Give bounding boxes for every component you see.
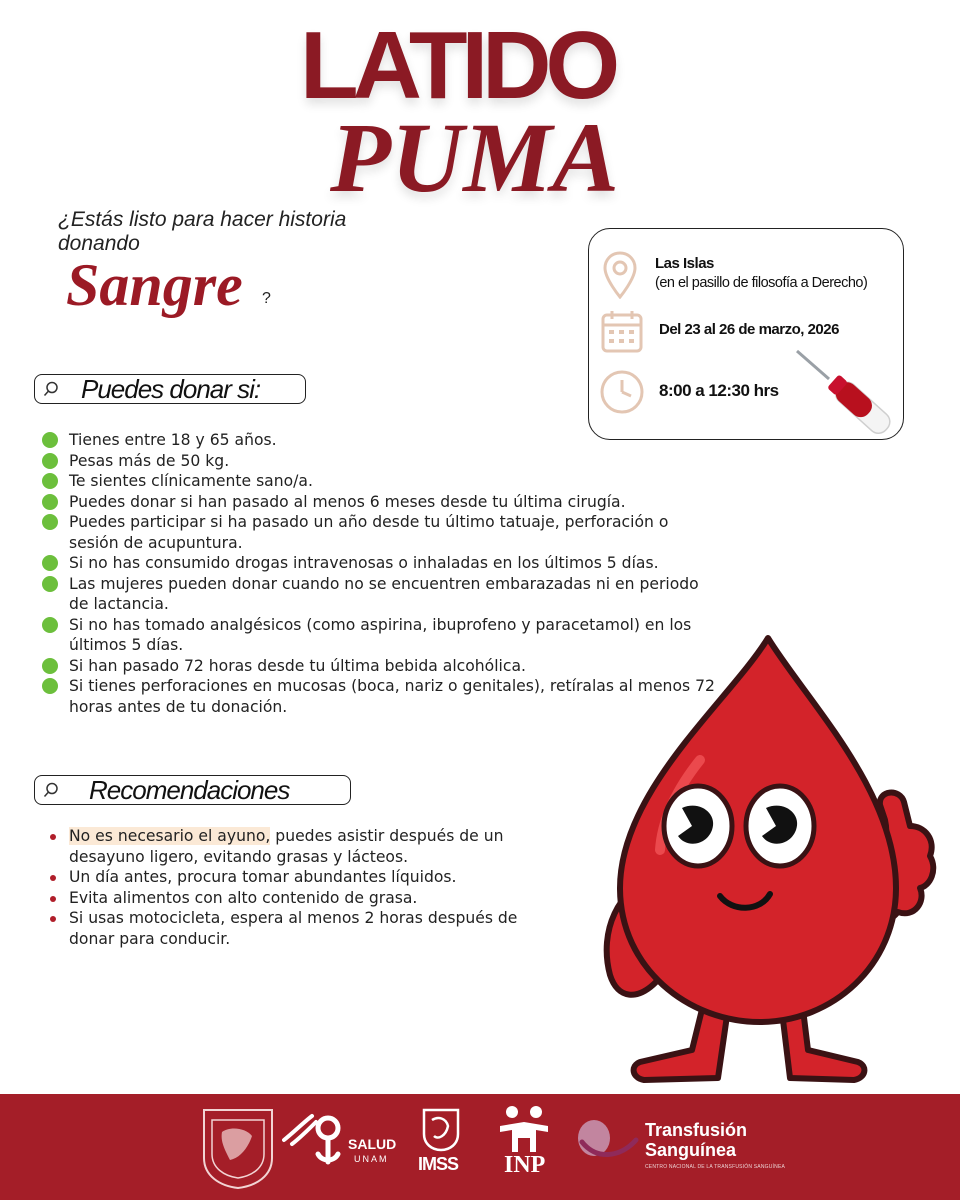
transfusion-logo-line-2: Sanguínea (645, 1140, 737, 1160)
check-icon (42, 617, 58, 633)
calendar-icon (601, 309, 643, 353)
location-pin-icon (603, 251, 637, 299)
transfusion-logo-subtext: CENTRO NACIONAL DE LA TRANSFUSIÓN SANGUÍNEA (645, 1164, 786, 1170)
requirements-heading-box (34, 374, 306, 404)
highlighted-text: No es necesario el ayuno, (69, 827, 271, 845)
title-line-2: PUMA (330, 102, 619, 213)
imss-logo-text: IMSS (418, 1154, 459, 1174)
bullet-icon (50, 875, 56, 881)
check-icon (42, 473, 58, 489)
search-icon (43, 381, 59, 397)
inp-logo-text: INP (504, 1152, 546, 1178)
check-icon (42, 678, 58, 694)
imss-logo (418, 1108, 464, 1152)
list-item: Si no has consumido drogas intravenosas o inhaladas en los últimos 5 días. (42, 553, 722, 574)
salud-logo-subtext: UNAM (354, 1154, 389, 1164)
list-item: No es necesario el ayuno, puedes asistir después de un desayuno ligero, evitando grasas y lácteos. (42, 826, 542, 867)
list-item: Evita alimentos con alto contenido de grasa. (42, 888, 542, 909)
list-item: Puedes donar si han pasado al menos 6 meses desde tu última cirugía. (42, 492, 722, 513)
list-item: Tienes entre 18 y 65 años. (42, 430, 722, 451)
list-item: Te sientes clínicamente sano/a. (42, 471, 722, 492)
check-icon (42, 432, 58, 448)
check-icon (42, 514, 58, 530)
recommendations-list (42, 826, 542, 949)
list-item: Si han pasado 72 horas desde tu última bebida alcohólica. (42, 656, 722, 677)
check-icon (42, 658, 58, 674)
transfusion-logo-icon (572, 1114, 640, 1164)
check-icon (42, 576, 58, 592)
check-icon (42, 555, 58, 571)
location-detail: (en el pasillo de filosofía a Derecho) (655, 275, 868, 291)
event-hours: 8:00 a 12:30 hrs (659, 381, 779, 400)
recommendations-heading-box (34, 775, 351, 805)
bullet-icon (50, 896, 56, 902)
clock-icon (599, 369, 645, 415)
transfusion-logo-line-1: Transfusión (645, 1120, 748, 1140)
salud-logo-text: SALUD (348, 1136, 397, 1152)
list-item: Las mujeres pueden donar cuando no se encuentren embarazadas ni en periodo de lactancia. (42, 574, 722, 615)
event-dates: Del 23 al 26 de marzo, 2026 (659, 321, 839, 338)
event-info-card (588, 228, 904, 440)
intro-question-mark: ? (262, 290, 271, 307)
list-item: Puedes participar si ha pasado un año desde tu último tatuaje, perforación o sesión de acupuntura. (42, 512, 722, 553)
bullet-icon (50, 834, 56, 840)
check-icon (42, 453, 58, 469)
list-item: Un día antes, procura tomar abundantes líquidos. (42, 867, 542, 888)
bullet-icon (50, 916, 56, 922)
location-name: Las Islas (655, 255, 714, 272)
intro-question: ¿Estás listo para hacer historia donando (58, 208, 347, 255)
list-item: Pesas más de 50 kg. (42, 451, 722, 472)
intro-highlight-word: Sangre (66, 252, 243, 318)
recommendations-heading: Recomendaciones (89, 775, 290, 805)
unam-crest-logo (200, 1106, 276, 1190)
list-item: Si no has tomado analgésicos (como aspirina, ibuprofeno y paracetamol) en los últimos 5 días. (42, 615, 722, 656)
inp-logo (494, 1104, 554, 1154)
list-item: Si usas motocicleta, espera al menos 2 horas después de donar para conducir. (42, 908, 542, 949)
title-line-1: LATIDO (300, 12, 615, 119)
blood-tube-icon (789, 345, 901, 441)
blood-drop-mascot (580, 630, 960, 1090)
requirements-heading: Puedes donar si: (81, 374, 261, 404)
footer-banner (0, 1094, 960, 1200)
salud-unam-logo (282, 1110, 352, 1166)
check-icon (42, 494, 58, 510)
search-icon (43, 782, 59, 798)
list-item: Si tienes perforaciones en mucosas (boca, nariz o genitales), retíralas al menos 72 horas antes de tu donación. (42, 676, 722, 717)
